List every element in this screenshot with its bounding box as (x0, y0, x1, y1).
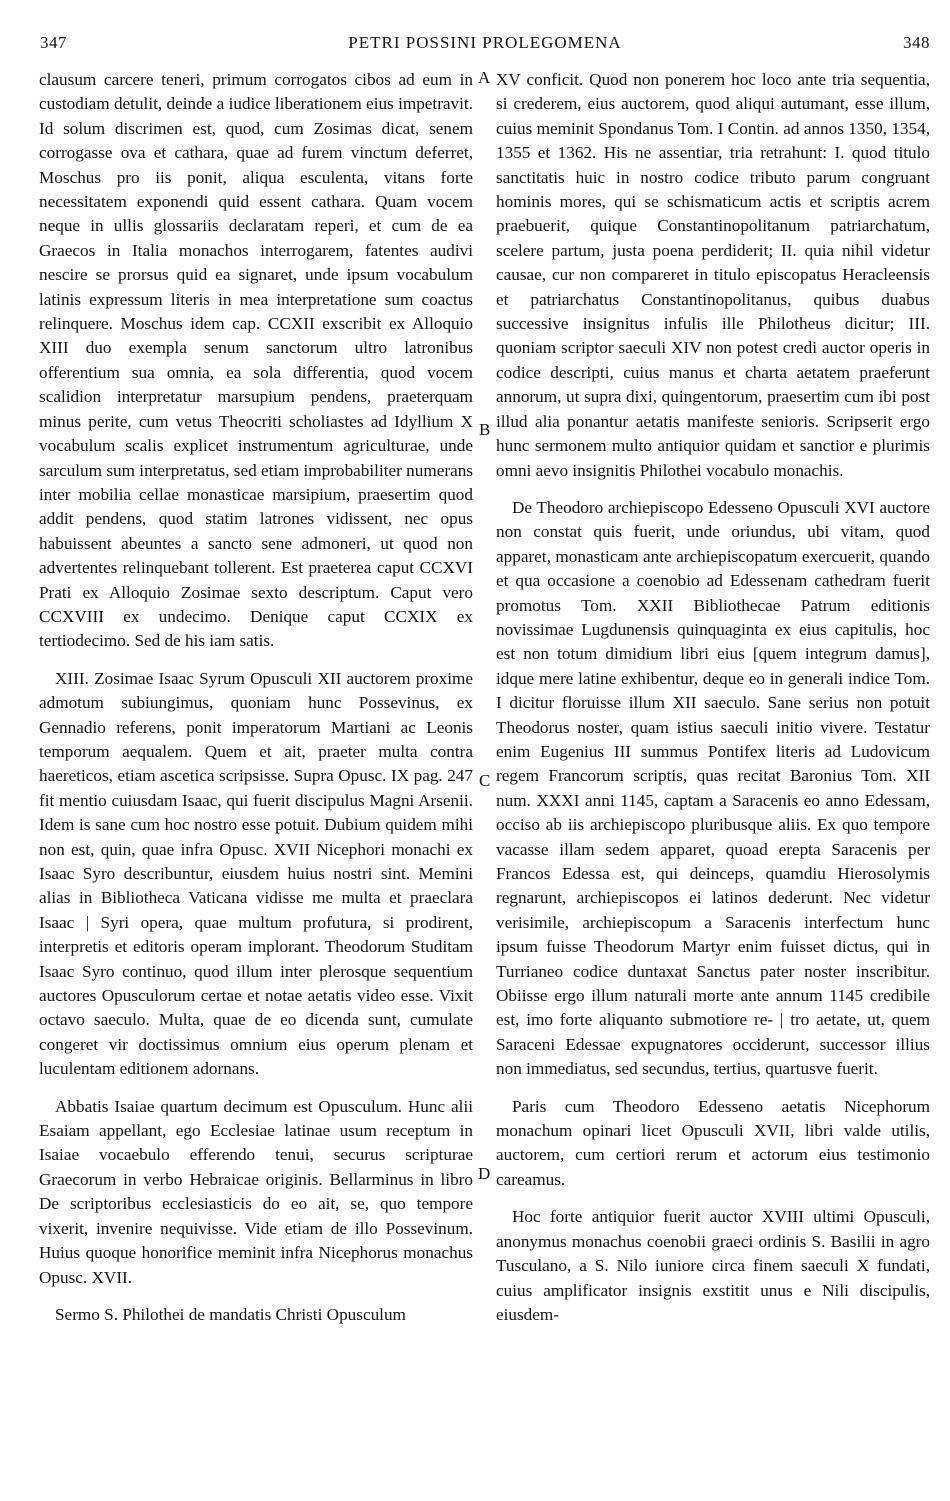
margin-letter-c: C (479, 771, 491, 790)
running-title: PETRI POSSINI PROLEGOMENA (348, 33, 622, 52)
paragraph: Paris cum Theodoro Edesseno aetatis Nicephorum monachum opinari licet Opusculi XVII, libri valde utilis, auctorem, cum certiori rerum et actorum eius testimonio careamus. (496, 1096, 930, 1189)
left-column (39, 68, 473, 1340)
margin-letter-a: A (478, 68, 491, 87)
right-column (496, 68, 930, 1340)
page-number-right: 348 (903, 33, 930, 52)
paragraph: De Theodoro archiepiscopo Edesseno Opusculi XVI auctore non constat quis fuerit, unde oriundus, ubi vitam, quod apparet, monasticam ante archiepiscopatum exercuerit, quando et qua occasione a coenobio ad Edessenam cathedram fuerit promotus Tom. XXII Bibliothecae Patrum editionis novissimae Lugdunensis quinquaginta ex eius capitulis, hoc est non totum dimidium libri eius [quem integrum damus], idque mere latine exhibentur, deque eo in generali indice Tom. I dicitur floruisse illum XII saeculo. Sane serius non potuit Theodorus noster, quam istius saeculi initio vivere. Testatur enim Eugenius III summus Pontifex literis ad Ludovicum regem Francorum scriptis, quas recitat Baronius Tom. XII num. XXXI anni 1145, captam a Saracenis eo anno Edessam, occiso ab iis archiepiscopo pluribusque aliis. Ex quo tempore vacasse illam sedem apparet, quoad erepta Saracenis per Francos Edessa est, qui deinceps, quamdiu Hierosolymis regnarunt, archiepiscopos ei latinos dederunt. Nec videtur verisimile, archiepiscopum a Saracenis interfectum hunc ipsum fuisse Theodorum Martyr enim fuisset dictus, qui in Turrianeo codice duntaxat Sanctus pater noster inscribitur. Obiisse ergo illum naturali morte ante annum 1145 credibile est, imo forte aliquanto submotiore re- | tro aetate, ut, quem Saraceni Edessae expugnatores occiderunt, successor illius non immediatus, sed secundus, tertius, quartusve fuerit. (496, 497, 930, 1079)
paragraph: Hoc forte antiquior fuerit auctor XVIII ultimi Opusculi, anonymus monachus coenobii graeci ordinis S. Basilii in agro Tusculano, a S. Nilo iuniore circa finem saeculi X fundati, cuius amplificator insignis exstitit unus e Nili discipulis, eiusdem- (496, 1207, 930, 1324)
paragraph: XV conficit. Quod non ponerem hoc loco ante tria sequentia, si crederem, eius auctorem, quod aliqui autumant, esse illum, cuius meminit Spondanus Tom. I Contin. ad annos 1350, 1354, 1355 et 1362. His ne assentiar, tria retrahunt: I. quod titulo sanctitatis huic in nostro codice tributo parum congruant hominis mores, qui se schismaticum actis et scriptis acrem praebuerit, quique Constantinopolitanum patriarchatum, scelere partum, justa poena perdiderit; II. quia nihil videtur causae, cur non compareret in titulo episcopatus Heracleensis et patriarchatus Constantinopolitanus, quibus duabus successive insignitus infulis ille Philotheus dicitur; III. quoniam scriptor saeculi XIV non potest credi auctor operis in codice descripti, cuius manus et charta aetatem praeferunt annorum, ut supra dixi, quingentorum, praesertim cum ibi post illud alia ponantur aetatis manifeste senioris. Scripserit ergo hunc sermonem multo antiquior quidam et sanctior e plurimis omni aevo insignitis Philothei vocabulo monachis. (496, 70, 930, 480)
paragraph: XIII. Zosimae Isaac Syrum Opusculi XII auctorem proxime admotum subiungimus, quoniam hunc Possevinus, ex Gennadio referens, ponit imperatorum Martiani ac Leonis temporum aequalem. Quem et ait, praeter multa contra haereticos, etiam ascetica scripsisse. Supra Opusc. IX pag. 247 fit mentio cuiusdam Isaac, qui fuerit discipulus Magni Arsenii. Idem is sane cum hoc nostro esse potuit. Dubium quidem mihi non est, quin, quae infra Opusc. XVII Nicephori monachi ex Isaac Syro describuntur, eiusdem huius nostri sint. Memini alias in Bibliotheca Vaticana vidisse me multa et praeclara Isaac | Syri opera, quae multum profutura, si prodirent, interpretis et editoris operam implorant. Theodorum Studitam Isaac Syro continuo, quod illum inter plerosque sequentium auctores Opusculorum certae et notae aetatis video esse. Vixit octavo saeculo. Multa, quae de eo dicenda sunt, cumulate congeret vir doctissimus omnium eius operum plenam et luculentam editionem adornans. (39, 668, 473, 1079)
paragraph: Abbatis Isaiae quartum decimum est Opusculum. Hunc alii Esaiam appellant, ego Ecclesiae latinae usum receptum in Isaiae vocaebulo efferendo tenui, securus scripturae Graecorum in verbo Hebraicae originis. Bellarminus in libro De scriptoribus ecclesiasticis do eo ait, se, quo tempore vixerit, invenire nequivisse. Vide etiam de illo Possevinum. Huius quoque honorifice meminit infra Nicephorus monachus Opusc. XVII. (39, 1096, 473, 1287)
margin-letter-b: B (479, 420, 491, 439)
running-header (40, 33, 930, 59)
paragraph: clausum carcere teneri, primum corrogatos cibos ad eum in custodiam detulit, deinde a iudice liberationem eius impetravit. Id solum discrimen est, quod, cum Zosimas dicat, senem corrogasse ova et cathara, quae ad furem vinctum deferret, Moschus pro iis ponit, aliqua esculenta, vitans forte necessitatem exponendi quid essent cathara. Quam vocem neque in ullis glossariis declaratam reperi, et cum de ea Graecos in Italia monachos interrogarem, fatentes audivi nescire se prorsus quid ea signaret, unde ipsum vocabulum latinis expressum literis in mea interpretatione sum coactus relinquere. Moschus idem cap. CCXII exscribit ex Alloquio XIII duo exempla senum sanctorum ultro latronibus offerentium sua omnia, ea sola differentia, quod vocem scalidion interpretatur marsupium pendens, praeterquam minus perite, cum vetus Theocriti scholiastes ad Idyllium X vocabulum scalis explicet instrumentum agriculturae, unde sarculum sum interpretatus, sed etiam improbabiliter numerans inter mobilia cellae monasticae marsipium, praesertim quod addit pendens, quod statim latrones vidissent, nec opus habuissent abeuntes a sancto sene admoneri, ut quod non advertentes relinquebant tollerent. Est praeterea caput CCXVI Prati ex Alloquio Zosimae sexto descriptum. Caput vero CCXVIII ex undecimo. Denique caput CCXIX ex tertiodecimo. Sed de his iam satis. (39, 70, 473, 651)
page-number-left: 347 (40, 33, 67, 52)
paragraph: Sermo S. Philothei de mandatis Christi Opusculum (55, 1304, 406, 1324)
margin-letter-d: D (478, 1164, 491, 1183)
